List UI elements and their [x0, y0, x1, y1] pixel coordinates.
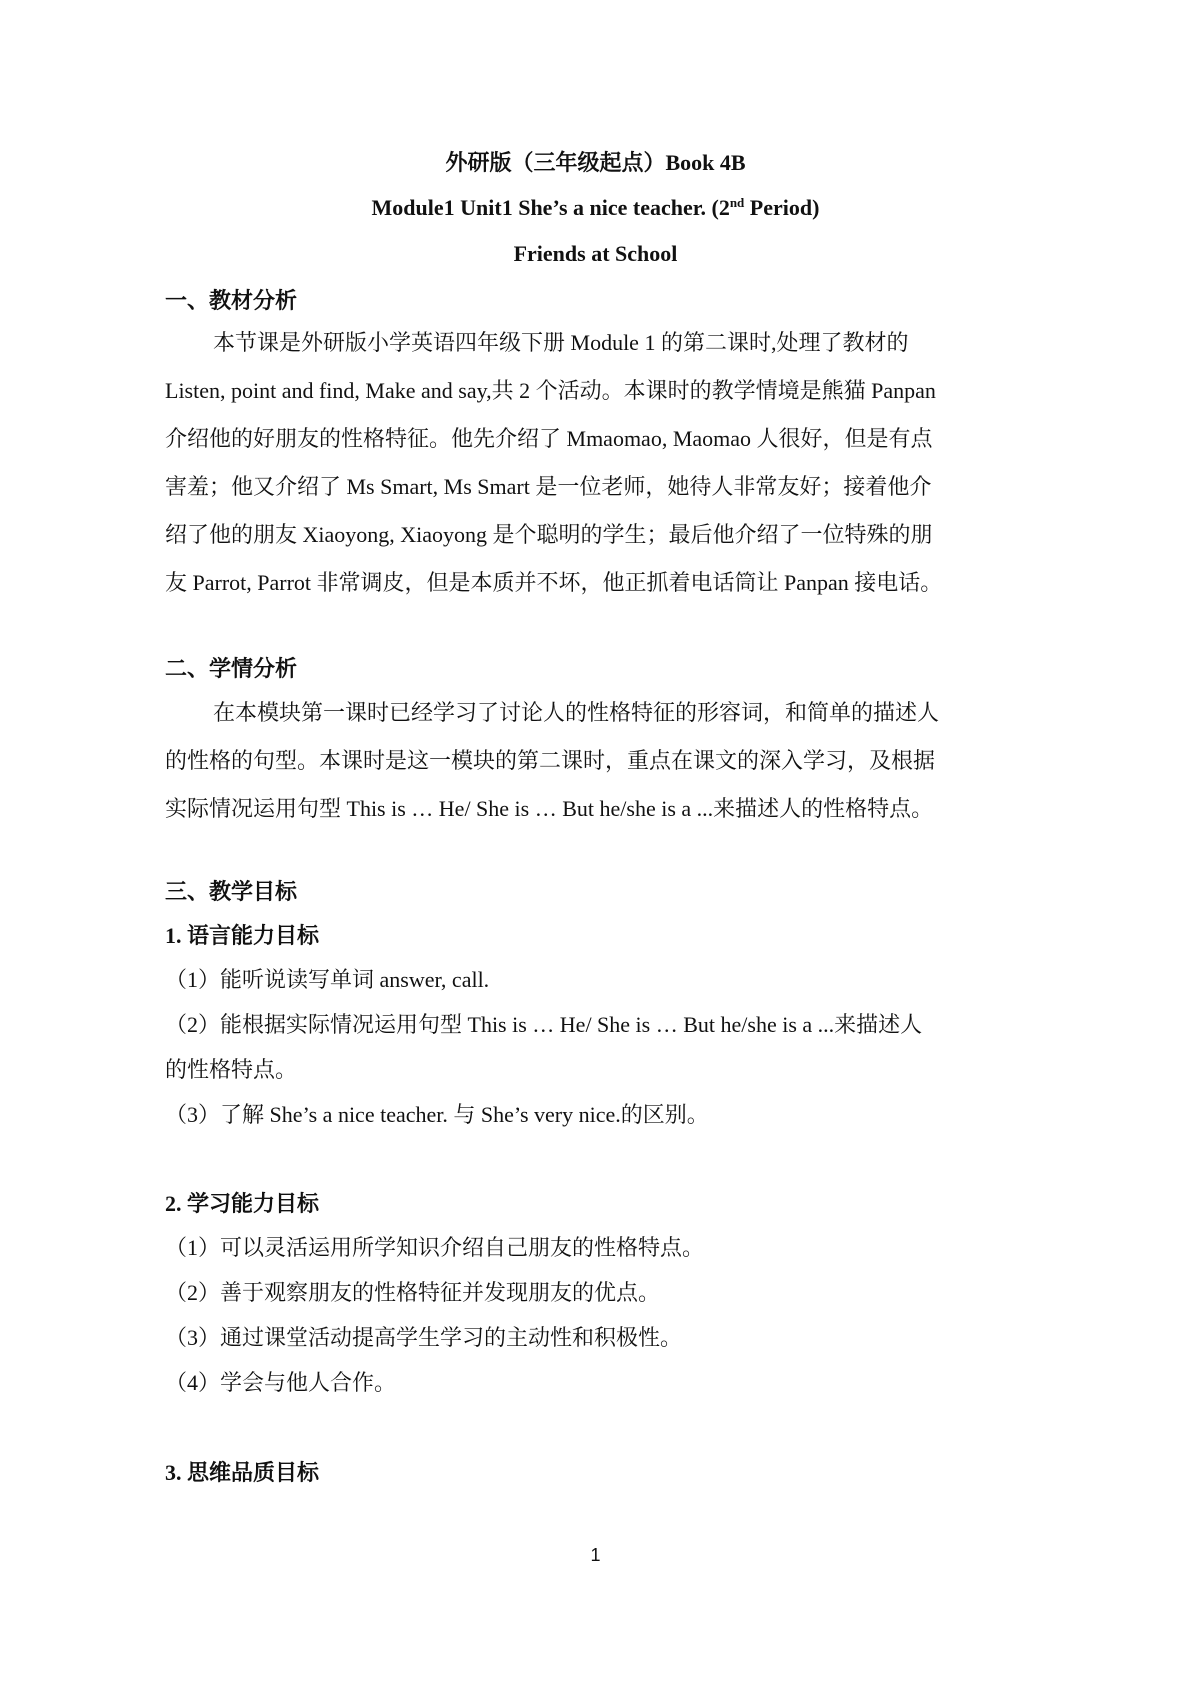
- paragraph-line: 在本模块第一课时已经学习了讨论人的性格特征的形容词，和简单的描述人: [213, 700, 940, 725]
- section-heading-teaching-objectives: 三、教学目标: [165, 879, 298, 904]
- objective-list-language-ability: [165, 957, 1027, 1137]
- list-item: （1）可以灵活运用所学知识介绍自己朋友的性格特点。: [165, 1235, 705, 1260]
- subtitle-text-pre: Module1 Unit1 She’s a nice teacher. (2: [371, 195, 730, 220]
- subsection-heading-language-ability: 1. 语言能力目标: [165, 923, 320, 948]
- list-item: （2）能根据实际情况运用句型 This is … He/ She is … But he/she is a ...来描述人: [165, 1012, 923, 1037]
- section-paragraph-learner-analysis: [165, 689, 1027, 833]
- document-subtitle: [0, 193, 1191, 223]
- subsection-heading-learning-ability: 2. 学习能力目标: [165, 1191, 320, 1216]
- section-heading-textbook-analysis: 一、教材分析: [165, 288, 298, 313]
- paragraph-line: 的性格的句型。本课时是这一模块的第二课时，重点在课文的深入学习，及根据: [165, 748, 936, 773]
- paragraph-line: 介绍他的好朋友的性格特征。他先介绍了 Mmaomao, Maomao 人很好，但是有点: [165, 426, 933, 451]
- paragraph-line: 害羞；他又介绍了 Ms Smart, Ms Smart 是一位老师，她待人非常友好；接着他介: [165, 474, 932, 499]
- page-number: 1: [590, 1545, 601, 1565]
- paragraph-line: Listen, point and find, Make and say,共 2 个活动。本课时的教学情境是熊猫 Panpan: [165, 378, 936, 403]
- subtitle-text-post: Period): [744, 195, 820, 220]
- subsection-heading-thinking-quality: 3. 思维品质目标: [165, 1460, 320, 1485]
- list-item: （3）了解 She’s a nice teacher. 与 She’s very nice.的区别。: [165, 1102, 709, 1127]
- document-title: 外研版（三年级起点）Book 4B: [445, 150, 746, 175]
- objective-list-learning-ability: [165, 1225, 1027, 1405]
- paragraph-line: 友 Parrot, Parrot 非常调皮，但是本质并不坏，他正抓着电话筒让 Panpan 接电话。: [165, 570, 943, 595]
- paragraph-line: 绍了他的朋友 Xiaoyong, Xiaoyong 是个聪明的学生；最后他介绍了一位特殊的朋: [165, 522, 933, 547]
- paragraph-line: 实际情况运用句型 This is … He/ She is … But he/she is a ...来描述人的性格特点。: [165, 796, 934, 821]
- list-item: （3）通过课堂活动提高学生学习的主动性和积极性。: [165, 1325, 683, 1350]
- list-item: （2）善于观察朋友的性格特征并发现朋友的优点。: [165, 1280, 661, 1305]
- list-item: 的性格特点。: [165, 1057, 298, 1082]
- list-item: （1）能听说读写单词 answer, call.: [165, 967, 490, 992]
- list-item: （4）学会与他人合作。: [165, 1370, 397, 1395]
- section-heading-learner-analysis: 二、学情分析: [165, 656, 298, 681]
- document-topic: Friends at School: [513, 241, 678, 266]
- paragraph-line: 本节课是外研版小学英语四年级下册 Module 1 的第二课时,处理了教材的: [213, 330, 909, 355]
- section-paragraph-textbook-analysis: [165, 319, 1027, 607]
- subtitle-superscript: nd: [729, 195, 745, 210]
